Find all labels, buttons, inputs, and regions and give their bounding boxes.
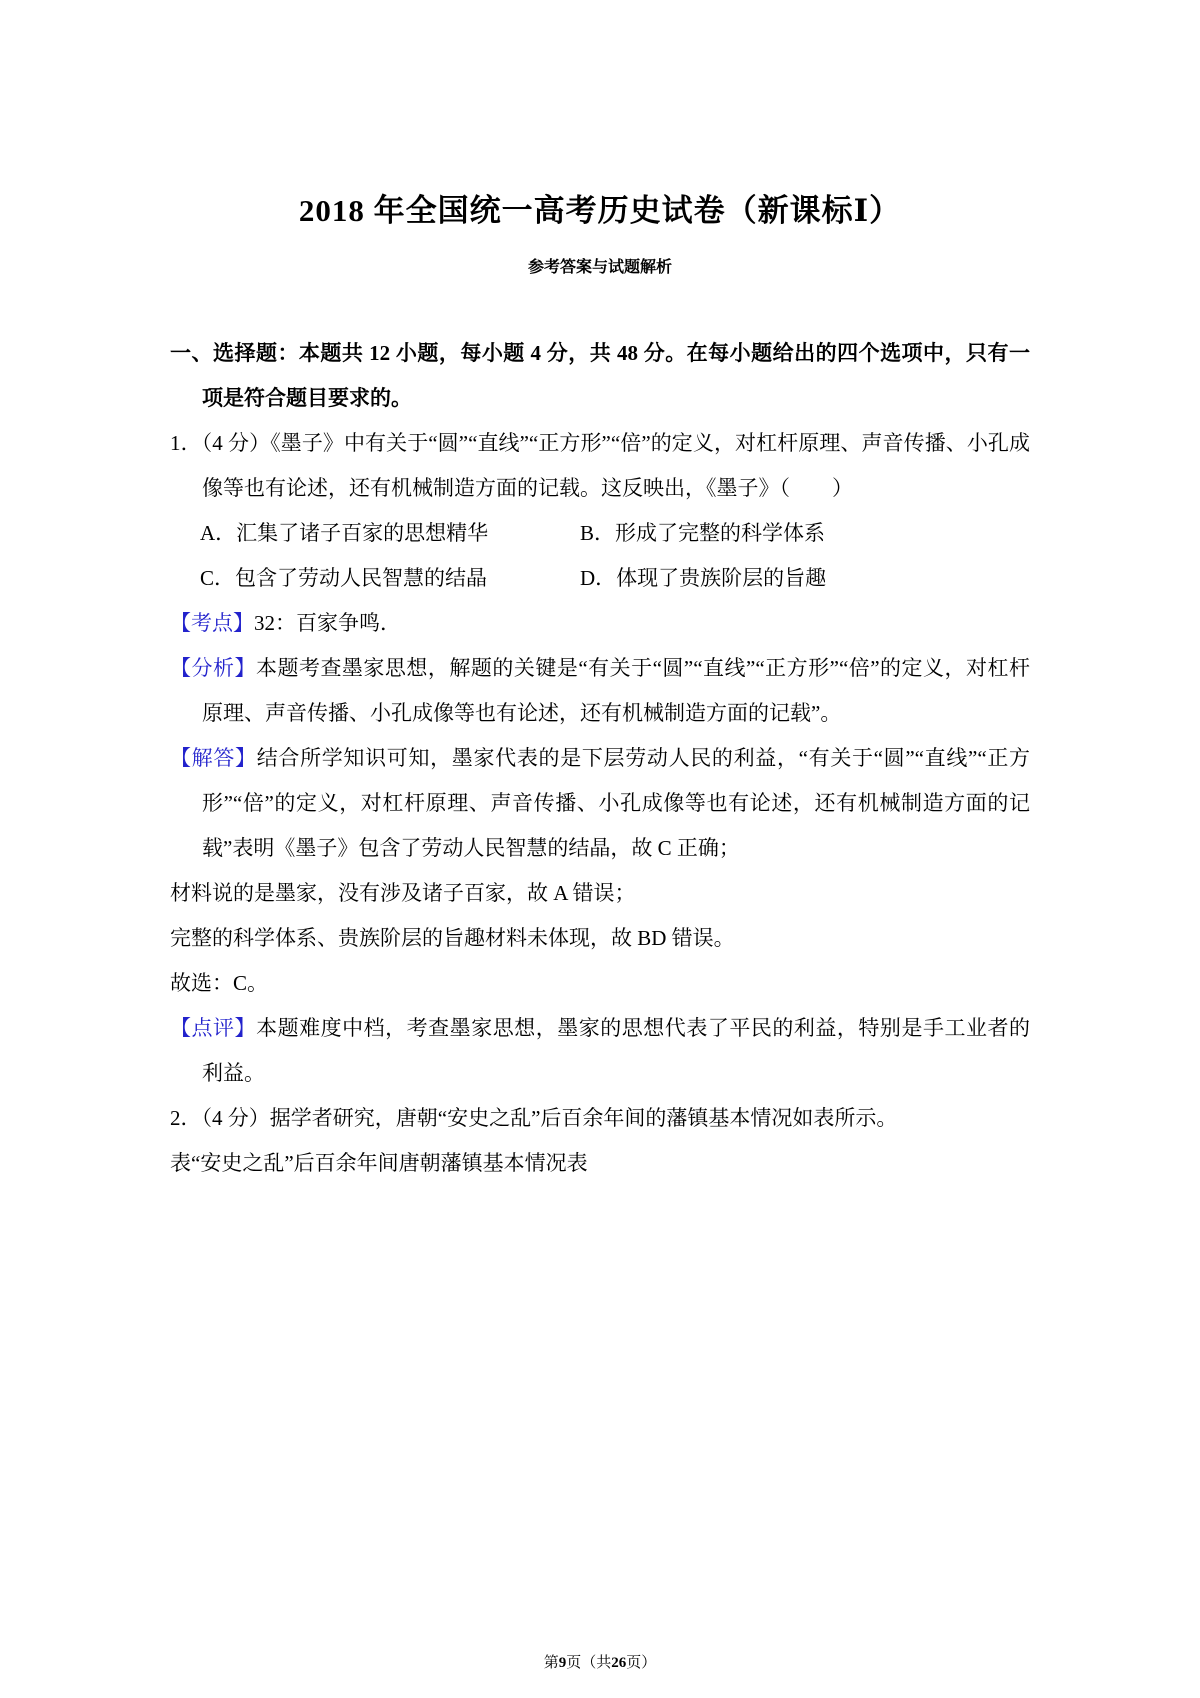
footer-text-part1: 第 [543,1655,559,1671]
jieda-label: 【解答】 [170,746,257,770]
option-b: B．形成了完整的科学体系 [580,521,826,545]
question-1-stem: 1．（4 分）《墨子》中有关于“圆”“直线”“正方形”“倍”的定义，对杠杆原理、声音传播、小孔成像等也有论述，还有机械制造方面的记载。这反映出，《墨子》（ ） [170,431,1030,500]
jieda-line-bd: 完整的科学体系、贵族阶层的旨趣材料未体现，故 BD 错误。 [170,926,735,950]
dianping-text: 本题难度中档，考查墨家思想，墨家的思想代表了平民的利益，特别是手工业者的利益。 [202,1016,1031,1085]
page-subtitle: 参考答案与试题解析 [527,259,672,276]
kaodian-label: 【考点】 [170,611,254,635]
answer-line: 故选：C。 [170,971,269,995]
jieda-line-a: 材料说的是墨家，没有涉及诸子百家，故 A 错误； [170,881,636,905]
option-d: D．体现了贵族阶层的旨趣 [580,566,827,590]
question-2-stem: 2．（4 分）据学者研究，唐朝“安史之乱”后百余年间的藩镇基本情况如表所示。 [170,1106,898,1130]
footer-page-number: 9 [558,1655,567,1671]
jieda-paragraph [170,736,1030,871]
footer-total-pages: 26 [611,1655,627,1671]
dianping-paragraph [170,1006,1030,1096]
footer-text-part3: 页） [626,1655,657,1671]
options-row-cd [200,556,1030,601]
page-title: 2018 年全国统一高考历史试卷（新课标Ⅰ） [298,193,902,228]
section-heading: 一、选择题：本题共 12 小题，每小题 4 分，共 48 分。在每小题给出的四个选项中，只有一项是符合题目要求的。 [170,341,1030,410]
kaodian-text: 32：百家争鸣． [254,611,401,635]
option-c: C．包含了劳动人民智慧的结晶 [200,566,488,590]
dianping-label: 【点评】 [170,1016,257,1040]
kaodian-paragraph [170,601,1030,646]
fenxi-label: 【分析】 [170,656,256,680]
question-1-options [170,511,1030,601]
options-row-ab [200,511,1030,556]
fenxi-paragraph [170,646,1030,736]
question-2-table-caption: 表“安史之乱”后百余年间唐朝藩镇基本情况表 [170,1151,588,1175]
jieda-text: 结合所学知识可知，墨家代表的是下层劳动人民的利益，“有关于“圆”“直线”“正方形”“倍”的定义，对杠杆原理、声音传播、小孔成像等也有论述，还有机械制造方面的记载”表明《墨子》包含了劳动人民智慧的结晶，故 C 正确； [202,746,1031,860]
option-a: A．汇集了诸子百家的思想精华 [200,521,489,545]
fenxi-text: 本题考查墨家思想，解题的关键是“有关于“圆”“直线”“正方形”“倍”的定义，对杠杆原理、声音传播、小孔成像等也有论述，还有机械制造方面的记载”。 [202,656,1031,725]
page-footer [0,1651,1200,1672]
footer-text-part2: 页（共 [566,1655,612,1671]
